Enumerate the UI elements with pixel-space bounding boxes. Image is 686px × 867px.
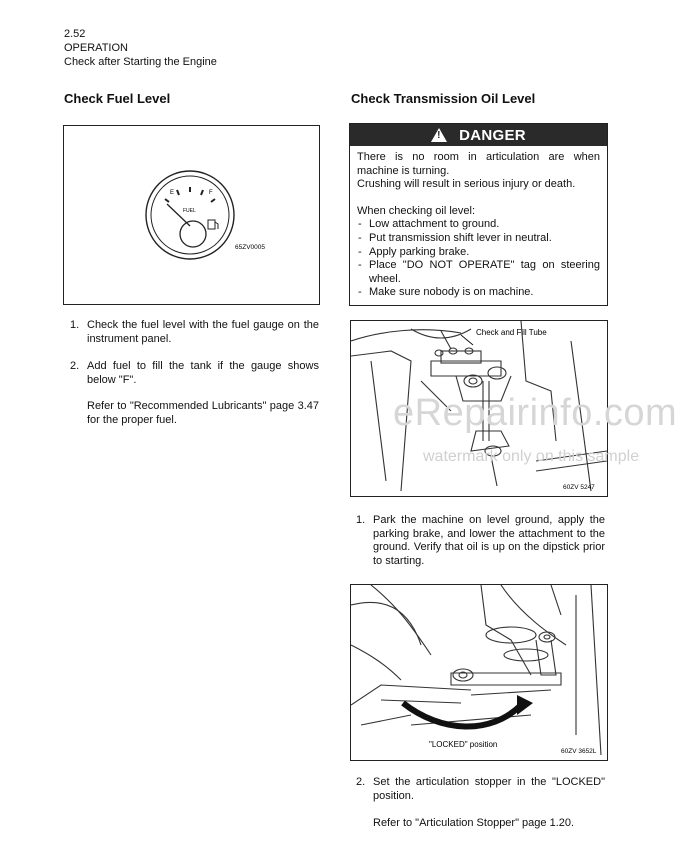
fuel-pump-icon (208, 220, 218, 229)
watermark-brand: eRepairinfo.com (393, 392, 678, 434)
danger-item: - Make sure nobody is on machine. (357, 286, 600, 300)
danger-item: - Apply parking brake. (357, 246, 600, 260)
oil-step-1-text: Park the machine on level ground, apply the parking brake, and lower the attachment to the ground. Verify that oil is up on the dipstick prior to starting. (373, 514, 605, 567)
warning-triangle-icon: ! (431, 128, 447, 142)
danger-item: - Low attachment to ground. (357, 218, 600, 232)
subsection-title: Check after Starting the Engine (64, 56, 217, 68)
danger-header (350, 124, 607, 146)
fuel-step-2-text: Add fuel to fill the tank if the gauge shows below "F". (87, 360, 319, 386)
page-number: 2.52 (64, 28, 86, 40)
section-title: OPERATION (64, 42, 128, 54)
fuel-step-1-number: 1. (70, 319, 80, 331)
fuel-step-2-number: 2. (70, 360, 80, 372)
gauge-full-mark: F (209, 190, 213, 196)
fuel-gauge-illustration (64, 126, 319, 304)
fuel-level-heading: Check Fuel Level (64, 91, 171, 106)
danger-intro-2: Crushing will result in serious injury or death. (357, 178, 576, 191)
danger-item: - Put transmission shift lever in neutral. (357, 232, 600, 246)
oil-step-1-number: 1. (356, 514, 366, 526)
articulation-stopper-figure (350, 584, 608, 761)
oil-step-2 (356, 776, 605, 803)
fuel-gauge-figure (63, 125, 320, 305)
danger-intro: There is no room in articulation are when machine is turning. (357, 151, 600, 177)
fuel-step-1 (70, 319, 319, 346)
articulation-stopper-illustration (351, 585, 607, 760)
gauge-fuel-label: FUEL (183, 208, 196, 214)
danger-list (357, 218, 600, 300)
fuel-figure-code: 65ZV0005 (235, 244, 265, 251)
locked-position-caption: "LOCKED" position (429, 740, 498, 749)
check-fill-callout: Check and Fill Tube (476, 328, 547, 337)
oil-step-2-text: Set the articulation stopper in the "LOCKED" position. (373, 776, 605, 802)
stopper-figure-code: 60ZV 3652L (561, 748, 597, 755)
danger-item: - Place "DO NOT OPERATE" tag on steering wheel. (357, 259, 600, 286)
fuel-step-2 (70, 360, 319, 387)
oil-note: Refer to "Articulation Stopper" page 1.20. (373, 817, 575, 829)
danger-title: DANGER (459, 126, 526, 144)
fuel-note: Refer to "Recommended Lubricants" page 3.47 for the proper fuel. (87, 400, 319, 426)
fuel-step-1-text: Check the fuel level with the fuel gauge on the instrument panel. (87, 319, 319, 345)
check-fill-figure-code: 60ZV 5247 (563, 484, 595, 491)
transmission-oil-heading: Check Transmission Oil Level (351, 91, 536, 106)
danger-box (349, 123, 608, 306)
gauge-empty-mark: E (170, 190, 175, 196)
oil-step-1 (356, 514, 605, 568)
rotation-arrow-head (517, 695, 533, 715)
oil-step-2-number: 2. (356, 776, 366, 788)
watermark-note: watermark only on this sample (423, 448, 640, 465)
danger-subhead: When checking oil level: (357, 204, 476, 217)
